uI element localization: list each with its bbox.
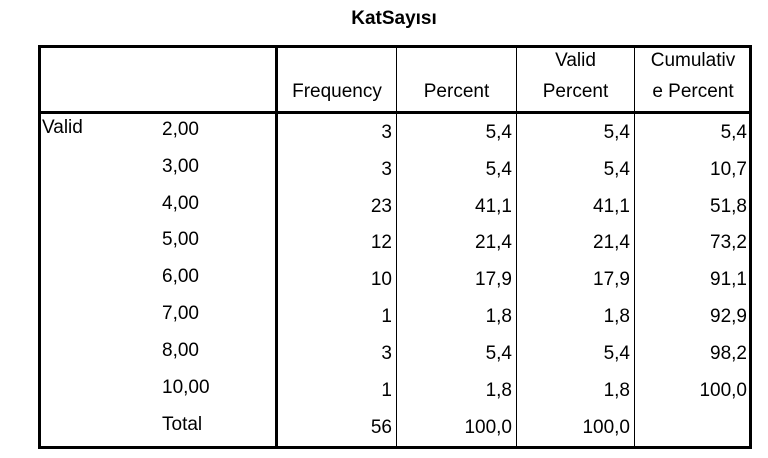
row-percent: 41,1 <box>475 196 512 217</box>
group-label-valid: Valid <box>42 117 83 138</box>
row-value: 10,00 <box>162 377 210 398</box>
row-frequency: 3 <box>381 122 392 143</box>
row-valid-percent: 5,4 <box>603 122 630 143</box>
row-valid-percent: 21,4 <box>593 232 630 253</box>
header-cumulative-percent-line1: Cumulativ <box>650 50 736 71</box>
row-valid-percent: 1,8 <box>603 380 630 401</box>
row-cumulative-percent: 91,1 <box>710 269 747 290</box>
row-percent: 17,9 <box>475 269 512 290</box>
row-frequency: 56 <box>370 417 392 438</box>
row-value: 5,00 <box>162 229 199 250</box>
row-percent: 5,4 <box>485 159 512 180</box>
row-cumulative-percent: 10,7 <box>710 159 747 180</box>
header-frequency: Frequency <box>292 81 382 102</box>
row-frequency: 3 <box>381 159 392 180</box>
row-cumulative-percent: 51,8 <box>710 196 747 217</box>
row-percent: 1,8 <box>485 380 512 401</box>
row-valid-percent: 1,8 <box>603 306 630 327</box>
row-cumulative-percent: 5,4 <box>720 122 747 143</box>
row-frequency: 10 <box>370 269 392 290</box>
row-cumulative-percent: 92,9 <box>710 306 747 327</box>
row-value: 2,00 <box>162 119 199 140</box>
header-separator <box>38 111 752 114</box>
row-valid-percent: 17,9 <box>593 269 630 290</box>
row-frequency: 23 <box>370 196 392 217</box>
row-value: 6,00 <box>162 266 199 287</box>
row-cumulative-percent: 100,0 <box>699 380 747 401</box>
header-valid-percent-line2: Percent <box>542 81 609 102</box>
row-frequency: 1 <box>381 380 392 401</box>
row-valid-percent: 100,0 <box>582 417 630 438</box>
table-title: KatSayısı <box>351 8 437 29</box>
row-percent: 1,8 <box>485 306 512 327</box>
row-frequency: 12 <box>370 232 392 253</box>
row-cumulative-percent: 98,2 <box>710 343 747 364</box>
row-percent: 100,0 <box>464 417 512 438</box>
row-value: 3,00 <box>162 156 199 177</box>
row-value: 4,00 <box>162 193 199 214</box>
row-percent: 5,4 <box>485 122 512 143</box>
header-percent: Percent <box>423 81 490 102</box>
row-value: Total <box>162 414 203 435</box>
row-percent: 21,4 <box>475 232 512 253</box>
row-valid-percent: 41,1 <box>593 196 630 217</box>
row-frequency: 1 <box>381 306 392 327</box>
row-value: 7,00 <box>162 303 199 324</box>
row-valid-percent: 5,4 <box>603 159 630 180</box>
row-percent: 5,4 <box>485 343 512 364</box>
header-valid-percent-line1: Valid <box>555 50 596 71</box>
header-cumulative-percent-line2: e Percent <box>652 81 734 102</box>
row-valid-percent: 5,4 <box>603 343 630 364</box>
row-cumulative-percent: 73,2 <box>710 232 747 253</box>
row-value: 8,00 <box>162 340 199 361</box>
row-frequency: 3 <box>381 343 392 364</box>
